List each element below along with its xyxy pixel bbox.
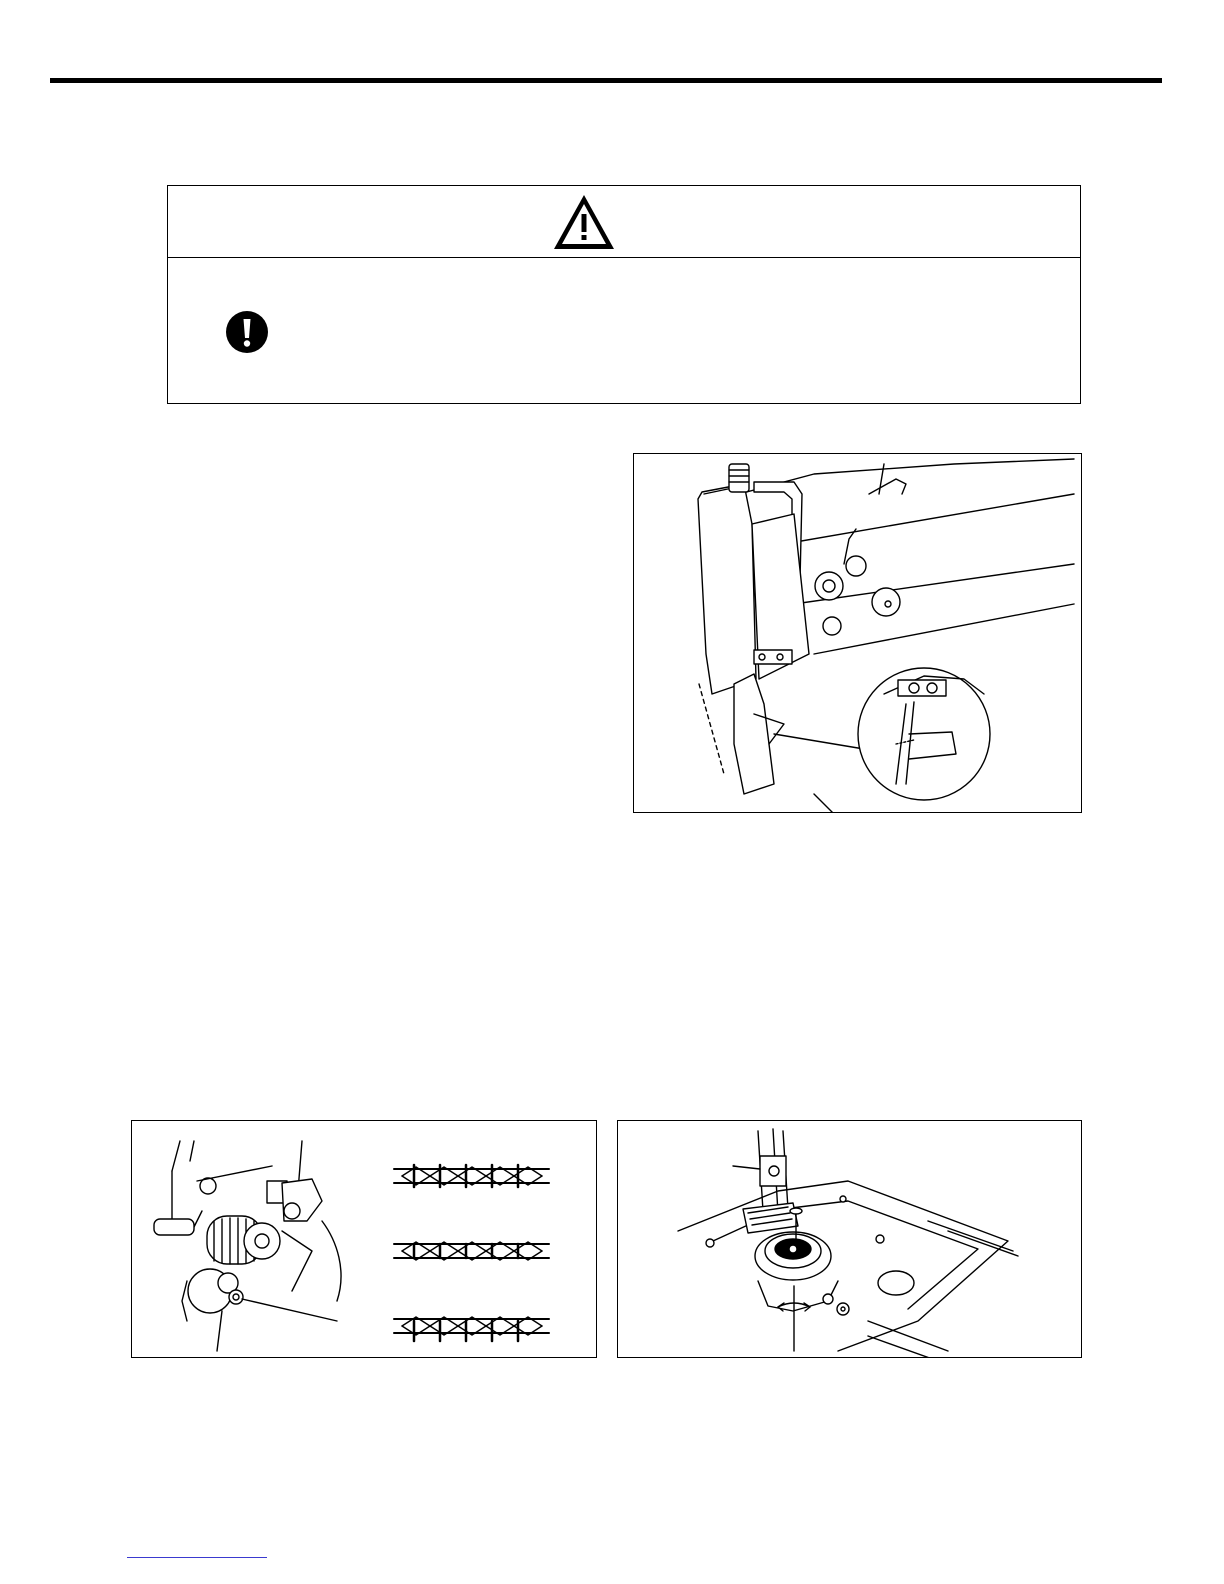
- machine-head-threading-figure: [633, 453, 1082, 813]
- header-rule: [50, 78, 1162, 83]
- footer-link-underline[interactable]: [127, 1557, 267, 1558]
- mandatory-exclamation-icon: [225, 310, 269, 354]
- bobbin-case-figure: [617, 1120, 1082, 1358]
- warning-triangle-icon: [551, 192, 617, 252]
- caution-header: [168, 186, 1080, 258]
- thread-tension-figure: [131, 1120, 597, 1358]
- caution-box: [167, 185, 1081, 404]
